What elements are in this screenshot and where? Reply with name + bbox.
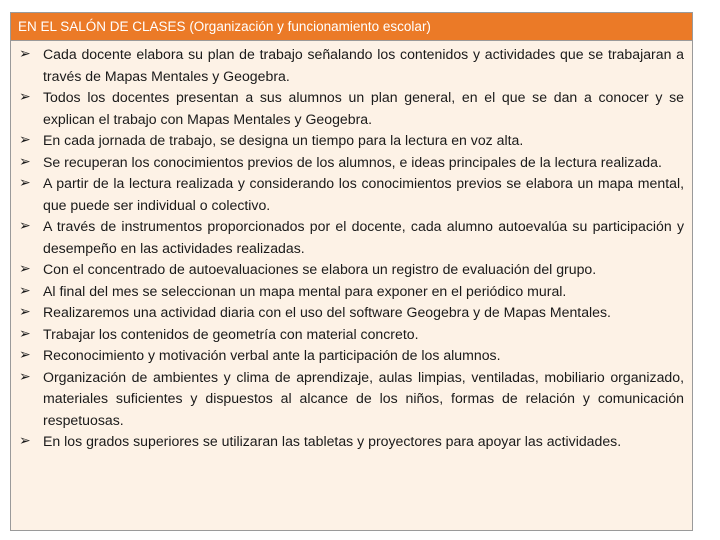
arrow-bullet-icon: ➢	[19, 433, 31, 449]
arrow-bullet-icon: ➢	[19, 89, 31, 105]
list-item-text: Se recuperan los conocimientos previos de los alumnos, e ideas principales de la lectura realizada.	[43, 153, 662, 170]
arrow-bullet-icon: ➢	[19, 153, 31, 170]
list-item	[19, 281, 684, 303]
list-item	[19, 173, 684, 216]
list-item-text: Cada docente elabora su plan de trabajo señalando los contenidos y actividades que se trabajaran a través de Mapas Mentales y Geogebra.	[43, 46, 684, 84]
arrow-bullet-icon: ➢	[19, 46, 31, 62]
arrow-bullet-icon: ➢	[19, 325, 31, 342]
list-item-text: Todos los docentes presentan a sus alumnos un plan general, en el que se dan a conocer y se explican el trabajo con Mapas Mentales y Geogebra.	[43, 89, 684, 127]
arrow-bullet-icon: ➢	[19, 304, 31, 320]
list-item-text: Organización de ambientes y clima de aprendizaje, aulas limpias, ventiladas, mobiliario organizado, materiales suficientes y dispuestos al alcance de los niños, formas de relación y comunicación respetuosas.	[43, 368, 684, 428]
list-item-text: Al final del mes se seleccionan un mapa mental para exponer en el periódico mural.	[43, 282, 567, 299]
arrow-bullet-icon: ➢	[19, 282, 31, 299]
list-item-text: Realizaremos una actividad diaria con el uso del software Geogebra y de Mapas Mentales.	[43, 304, 611, 320]
arrow-bullet-icon: ➢	[19, 261, 31, 277]
list-item	[19, 367, 684, 432]
list-item	[19, 324, 684, 346]
classroom-card	[10, 12, 693, 531]
arrow-bullet-icon: ➢	[19, 132, 31, 148]
list-item	[19, 259, 684, 281]
list-item	[19, 130, 684, 152]
list-item-text: Reconocimiento y motivación verbal ante la participación de los alumnos.	[43, 347, 501, 363]
list-item	[19, 431, 684, 453]
arrow-bullet-icon: ➢	[19, 175, 31, 191]
list-item	[19, 44, 684, 87]
list-item-text: A través de instrumentos proporcionados por el docente, cada alumno autoevalúa su participación y desempeño en las actividades realizadas.	[43, 218, 684, 256]
list-item-text: Con el concentrado de autoevaluaciones se elabora un registro de evaluación del grupo.	[43, 261, 597, 277]
list-item-text: Trabajar los contenidos de geometría con material concreto.	[43, 325, 419, 342]
arrow-bullet-icon: ➢	[19, 347, 31, 363]
arrow-bullet-icon: ➢	[19, 218, 31, 234]
list-item	[19, 302, 684, 324]
list-item-text: A partir de la lectura realizada y considerando los conocimientos previos se elabora un mapa mental, que puede ser individual o colectivo.	[43, 175, 684, 213]
card-header	[11, 13, 692, 41]
list-item	[19, 345, 684, 367]
arrow-bullet-icon: ➢	[19, 368, 31, 385]
activity-list	[11, 41, 692, 453]
list-item	[19, 152, 684, 174]
list-item	[19, 87, 684, 130]
list-item-text: En cada jornada de trabajo, se designa un tiempo para la lectura en voz alta.	[43, 132, 524, 148]
card-title: EN EL SALÓN DE CLASES (Organización y funcionamiento escolar)	[18, 19, 431, 34]
list-item	[19, 216, 684, 259]
list-item-text: En los grados superiores se utilizaran las tabletas y proyectores para apoyar las actividades.	[43, 433, 622, 449]
